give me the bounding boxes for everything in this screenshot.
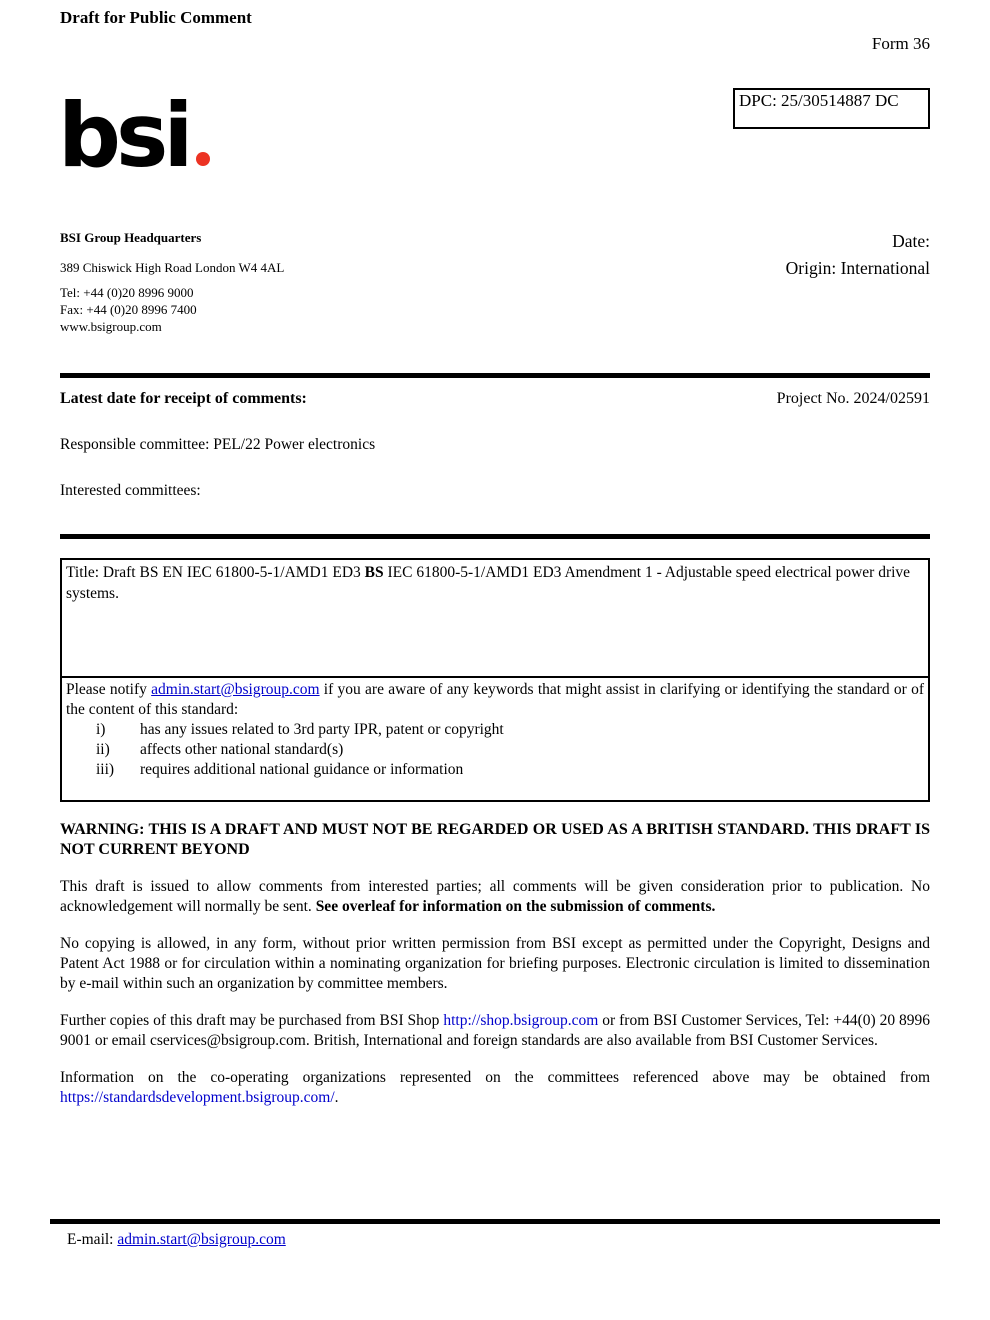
keyword-numeral: i) <box>96 721 106 738</box>
logo-red-dot-icon <box>196 152 210 166</box>
notify-text-before: Please notify <box>66 681 152 698</box>
info-text-before: Information on the co-operating organizations represented on the committees referenced above may be obtained from <box>60 1069 930 1086</box>
keywords-box <box>60 678 930 802</box>
notify-paragraph <box>66 680 924 720</box>
copies-text-after: or from BSI Customer Services, Tel: +44(0) 20 8996 9001 or email cservices@bsigroup.com. British, International and foreign standards are also available from BSI Customer Services. <box>60 1012 931 1049</box>
title-box <box>60 558 930 678</box>
bsi-logo-text: bsi <box>58 84 189 187</box>
keyword-item <box>66 740 924 760</box>
page-title: Draft for Public Comment <box>60 8 252 27</box>
dpc-number: DPC: 25/30514887 DC <box>739 91 899 110</box>
contact-block <box>60 229 284 335</box>
website-line: www.bsigroup.com <box>60 319 162 334</box>
project-number: Project No. 2024/02591 <box>776 390 930 407</box>
title-text-before: Title: Draft BS EN IEC 61800-5-1/AMD1 ED3 <box>66 564 365 581</box>
interested-committees: Interested committees: <box>60 482 201 499</box>
copies-text-before: Further copies of this draft may be purchased from BSI Shop <box>60 1012 444 1029</box>
info-paragraph <box>60 1068 930 1108</box>
issue-paragraph <box>60 877 930 917</box>
footer-email-link[interactable]: admin.start@bsigroup.com <box>117 1231 286 1248</box>
footer-email-line <box>67 1231 286 1249</box>
meta-row <box>60 389 930 409</box>
issue-bold-text: See overleaf for information on the submission of comments. <box>315 898 716 915</box>
bsi-logo <box>58 84 210 187</box>
tel-line: Tel: +44 (0)20 8996 9000 <box>60 285 194 300</box>
notify-text-after: if you are aware of any keywords that might assist in clarifying or identifying the standard or of the content of this standard: <box>66 681 924 718</box>
origin-label: Origin: International <box>785 258 930 278</box>
keyword-numeral: ii) <box>96 741 110 758</box>
keyword-item <box>66 760 924 780</box>
dpc-box <box>733 88 930 129</box>
fax-line: Fax: +44 (0)20 8996 7400 <box>60 302 197 317</box>
issue-text: This draft is issued to allow comments from interested parties; all comments will be given consideration prior to publication. No acknowledgement will normally be sent. <box>60 878 930 915</box>
email-label: E-mail: <box>67 1231 118 1248</box>
main-content <box>60 373 930 1108</box>
latest-date-label: Latest date for receipt of comments: <box>60 390 307 407</box>
keyword-numeral: iii) <box>96 761 115 778</box>
date-origin-block <box>786 228 930 282</box>
copies-paragraph <box>60 1011 930 1051</box>
notify-email-link[interactable]: admin.start@bsigroup.com <box>151 681 320 698</box>
form-number: Form 36 <box>871 34 930 53</box>
divider-mid <box>60 534 930 539</box>
keyword-item <box>66 720 924 740</box>
shop-link[interactable]: http://shop.bsigroup.com <box>443 1012 599 1029</box>
divider-top <box>60 373 930 378</box>
keyword-text: affects other national standard(s) <box>140 741 344 758</box>
copying-paragraph: No copying is allowed, in any form, without prior written permission from BSI except as permitted under the Copyright, Designs and Patent Act 1988 or for circulation within a nominating organization for briefing purposes. Electronic circulation is limited to dissemination by e-mail within such an organization by committee members. <box>60 935 930 992</box>
address-line: 389 Chiswick High Road London W4 4AL <box>60 260 285 275</box>
date-label: Date: <box>892 231 930 251</box>
responsible-committee: Responsible committee: PEL/22 Power electronics <box>60 436 376 453</box>
keyword-text: requires additional national guidance or information <box>140 761 464 778</box>
hq-label: BSI Group Headquarters <box>60 230 202 245</box>
footer-divider <box>50 1219 940 1224</box>
keyword-text: has any issues related to 3rd party IPR, patent or copyright <box>140 721 504 738</box>
title-text-bold: BS <box>364 564 384 581</box>
standards-development-link[interactable]: https://standardsdevelopment.bsigroup.com/ <box>60 1089 335 1106</box>
title-text-after: IEC 61800-5-1/AMD1 ED3 Amendment 1 - Adjustable speed electrical power drive systems. <box>66 564 911 602</box>
warning-text: WARNING: THIS IS A DRAFT AND MUST NOT BE REGARDED OR USED AS A BRITISH STANDARD. THIS DRAFT IS NOT CURRENT BEYOND <box>60 821 930 858</box>
info-text-after: . <box>334 1089 339 1106</box>
